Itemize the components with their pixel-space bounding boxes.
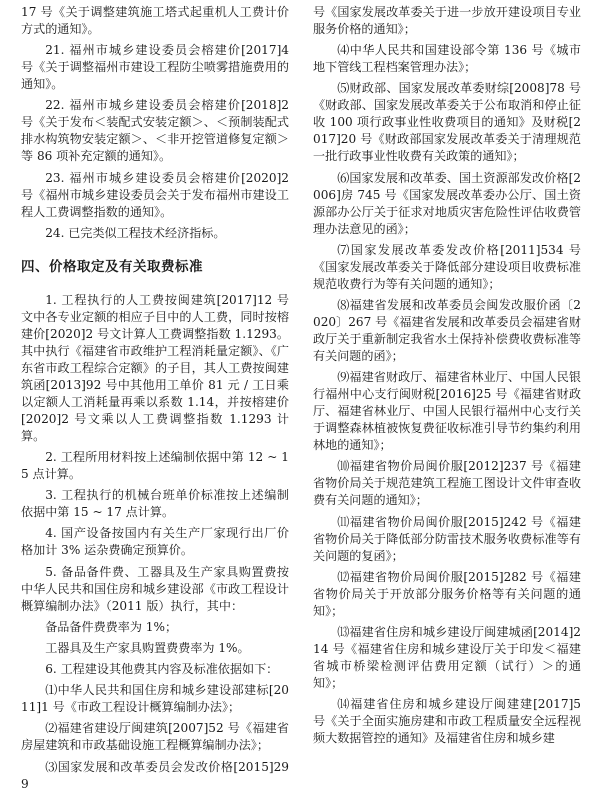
section-heading: 四、价格取定及有关取费标准 xyxy=(21,258,203,275)
paragraph: 6. 工程建设其他费其内容及标准依据如下： xyxy=(45,662,279,677)
list-item: 21. 福州市城乡建设委员会榕建价[2017]4 号《关于调整福州市建设工程防尘喷雾措施费用的通知》。 xyxy=(21,43,289,92)
left-column xyxy=(21,4,289,797)
list-item: 24. 已完类似工程技术经济指标。 xyxy=(45,225,226,240)
list-item: ⑾福建省物价局闽价服[2015]242 号《福建省物价局关于降低部分防雷技术服务收费标准等有关问题的复函》； xyxy=(313,514,581,563)
right-column xyxy=(313,4,581,751)
list-item: ⑼福建省财政厅、福建省林业厅、中国人民银行福州中心支行闽财税[2016]25 号《福建省财政厅、福建省林业厅、中国人民银行福州中心支行关于调整森林植被恢复费征收标准引导节约集约利用林地的通知》； xyxy=(313,370,581,453)
list-item: ⑶国家发展和改革委员会发改价格[2015]299 xyxy=(21,759,289,791)
paragraph: 2. 工程所用材料按上述编制依据中第 12 ~ 15 点计算。 xyxy=(21,449,289,481)
list-item: ⑸财政部、国家发展改革委财综[2008]78 号《财政部、国家发展改革委关于公布取消和停止征收 100 项行政事业性收费项目的通知》及财税[2017]20 号《财政部国家发展改革委关于清理规范一批行政事业性收费有关政策的通知》； xyxy=(313,81,581,164)
paragraph: 1. 工程执行的人工费按闽建筑[2017]12 号文中各专业定额的相应子目中的人工费，同时按榕建价[2020]2 号文计算人工费调整指数 1.1293。其中执行《福建省市政维护工程消耗量定额》、《广东省市政工程综合定额》的子目，其人工费按闽建筑函[2013]92 号中其他用工单价 81 元 / 工日乘以定额人工消耗量再乘以系数 1.14，并按榕建价[2020]2 号文乘以人工费调整指数 1.1293 计算。 xyxy=(21,292,289,443)
list-item: ⑵福建省建设厅闽建筑[2007]52 号《福建省房屋建筑和市政基础设施工程概算编制办法》； xyxy=(21,721,289,753)
list-item: ⑴中华人民共和国住房和城乡建设部建标[2011]1 号《市政工程设计概算编制办法》； xyxy=(21,683,289,715)
list-item: ⑽福建省物价局闽价服[2012]237 号《福建省物价局关于规范建筑工程施工图设计文件审查收费有关问题的通知》； xyxy=(313,459,581,508)
paragraph: 号《国家发展改革委关于进一步放开建设项目专业服务价格的通知》； xyxy=(313,5,581,36)
list-item: ⑺国家发展改革委发改价格[2011]534 号《国家发展改革委关于降低部分建设项目收费标准规范收费行为等有关问题的通知》； xyxy=(313,242,581,291)
paragraph: 5. 备品备件费、工器具及生产家具购置费按中华人民共和国住房和城乡建设部《市政工程设计概算编制办法》（2011 版）执行，其中： xyxy=(21,564,289,613)
list-item: 23. 福州市城乡建设委员会榕建价[2020]2 号《福州市城乡建设委员会关于发布福州市建设工程人工费调整指数的通知》。 xyxy=(21,170,289,219)
list-item: ⒁福建省住房和城乡建设厅闽建建[2017]5 号《关于全面实施房建和市政工程质量安全远程视频大数据管控的通知》及福建省住房和城乡建 xyxy=(313,697,581,746)
paragraph: 3. 工程执行的机械台班单价标准按上述编制依据中第 15 ~ 17 点计算。 xyxy=(21,488,289,520)
list-item: 22. 福州市城乡建设委员会榕建价[2018]2 号《关于发布＜装配式安装定额＞、＜预制装配式排水构筑物安装定额＞、＜非开挖管道修复定额＞等 86 项补充定额的通知》。 xyxy=(21,98,289,164)
paragraph: 工器具及生产家具购置费费率为 1%。 xyxy=(45,640,250,655)
paragraph: 17 号《关于调整建筑施工塔式起重机人工费计价方式的通知》。 xyxy=(21,5,289,36)
list-item: ⑹国家发展和改革委、国土资源部发改价格[2006]房 745 号《国家发展改革委办公厅、国土资源部办公厅关于征求对地质灾害危险性评估收费管理办法意见的函》； xyxy=(313,170,581,236)
list-item: ⑷中华人民共和国建设部令第 136 号《城市地下管线工程档案管理办法》； xyxy=(313,43,581,75)
paragraph: 备品备件费费率为 1%； xyxy=(45,619,178,634)
list-item: ⒀福建省住房和城乡建设厅闽建城函[2014]214 号《福建省住房和城乡建设厅关于印发＜福建省城市桥梁检测评估费用定额（试行）＞的通知》； xyxy=(313,624,581,690)
paragraph: 4. 国产设备按国内有关生产厂家现行出厂价格加计 3% 运杂费确定预算价。 xyxy=(21,526,289,558)
list-item: ⑿福建省物价局闽价服[2015]282 号《福建省物价局关于开放部分服务价格等有关问题的通知》； xyxy=(313,569,581,618)
list-item: ⑻福建省发展和改革委员会闽发改服价函〔2020〕267 号《福建省发展和改革委员会福建省财政厅关于重新制定我省水土保持补偿费收费标准等有关问题的函》； xyxy=(313,297,581,363)
